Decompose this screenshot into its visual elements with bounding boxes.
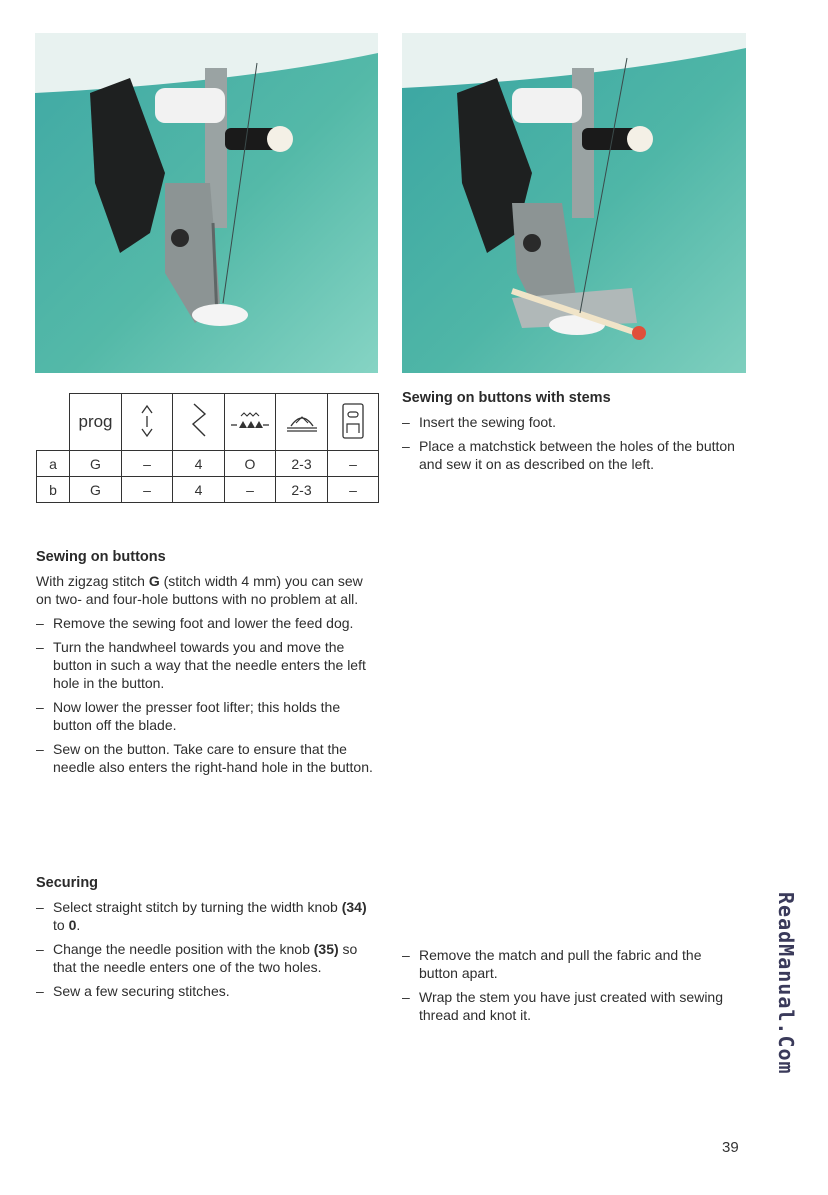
header-prog: prog [70, 394, 122, 451]
section-title: Sewing on buttons [36, 549, 166, 565]
section-securing [36, 874, 381, 1006]
photo-button-with-matchstick [402, 33, 746, 373]
cell-prog: G [70, 477, 122, 503]
list-item: – Remove the match and pull the fabric and the button apart. [402, 946, 742, 982]
header-feed-dog [225, 394, 276, 451]
section-title: Securing [36, 875, 99, 891]
header-stitch-width [173, 394, 225, 451]
header-blank-cell [37, 394, 70, 451]
needle-position-icon [139, 404, 155, 438]
header-presser-foot-pressure [276, 394, 328, 451]
step-list [402, 946, 742, 1024]
section-stems-continued [402, 946, 742, 1030]
settings-table [36, 393, 379, 503]
page-number: 39 [722, 1139, 739, 1156]
presser-foot-pressure-icon [285, 408, 319, 434]
cell-feed-dog: – [225, 477, 276, 503]
list-item: – Turn the handwheel towards you and move the button in such a way that the needle enters the left hole in the button. [36, 638, 381, 692]
cell-stitch-width: 4 [173, 451, 225, 477]
cell-needle-position: – [122, 477, 173, 503]
list-item: – Remove the sewing foot and lower the feed dog. [36, 614, 381, 632]
header-needle-position [122, 394, 173, 451]
intro-paragraph: With zigzag stitch G (stitch width 4 mm) you can sew on two- and four-hole buttons with no problem at all. [36, 573, 363, 607]
list-item: – Insert the sewing foot. [402, 413, 752, 431]
watermark: ReadManual.Com [774, 891, 798, 1075]
list-item: – Sew a few securing stitches. [36, 982, 381, 1000]
step-list [36, 898, 381, 1000]
cell-needle-position: – [122, 451, 173, 477]
cell-presser-foot-pressure: 2-3 [276, 477, 328, 503]
header-sewing-foot [328, 394, 379, 451]
step-list [402, 413, 752, 473]
section-buttons-with-stems [402, 389, 752, 479]
section-sewing-on-buttons [36, 548, 381, 782]
cell-sewing-foot: – [328, 477, 379, 503]
photo-button-sewing-without-foot [35, 33, 378, 373]
list-item: – Change the needle position with the knob (35) so that the needle enters one of the two holes. [36, 940, 381, 976]
cell-presser-foot-pressure: 2-3 [276, 451, 328, 477]
stitch-width-icon [190, 402, 208, 440]
feed-dog-icon [229, 410, 271, 432]
list-item: – Place a matchstick between the holes of the button and sew it on as described on the left. [402, 437, 752, 473]
cell-prog: G [70, 451, 122, 477]
list-item: – Sew on the button. Take care to ensure that the needle also enters the right-hand hole in the button. [36, 740, 381, 776]
row-label: b [37, 477, 70, 503]
cell-feed-dog: O [225, 451, 276, 477]
step-list [36, 614, 381, 776]
section-title: Sewing on buttons with stems [402, 390, 611, 406]
settings-row-b [37, 477, 379, 503]
cell-stitch-width: 4 [173, 477, 225, 503]
settings-row-a [37, 451, 379, 477]
list-item: – Now lower the presser foot lifter; this holds the button off the blade. [36, 698, 381, 734]
row-label: a [37, 451, 70, 477]
sewing-foot-icon [340, 402, 366, 440]
list-item: – Select straight stitch by turning the width knob (34) to 0. [36, 898, 381, 934]
cell-sewing-foot: – [328, 451, 379, 477]
list-item: – Wrap the stem you have just created with sewing thread and knot it. [402, 988, 742, 1024]
settings-table-header [37, 394, 379, 451]
